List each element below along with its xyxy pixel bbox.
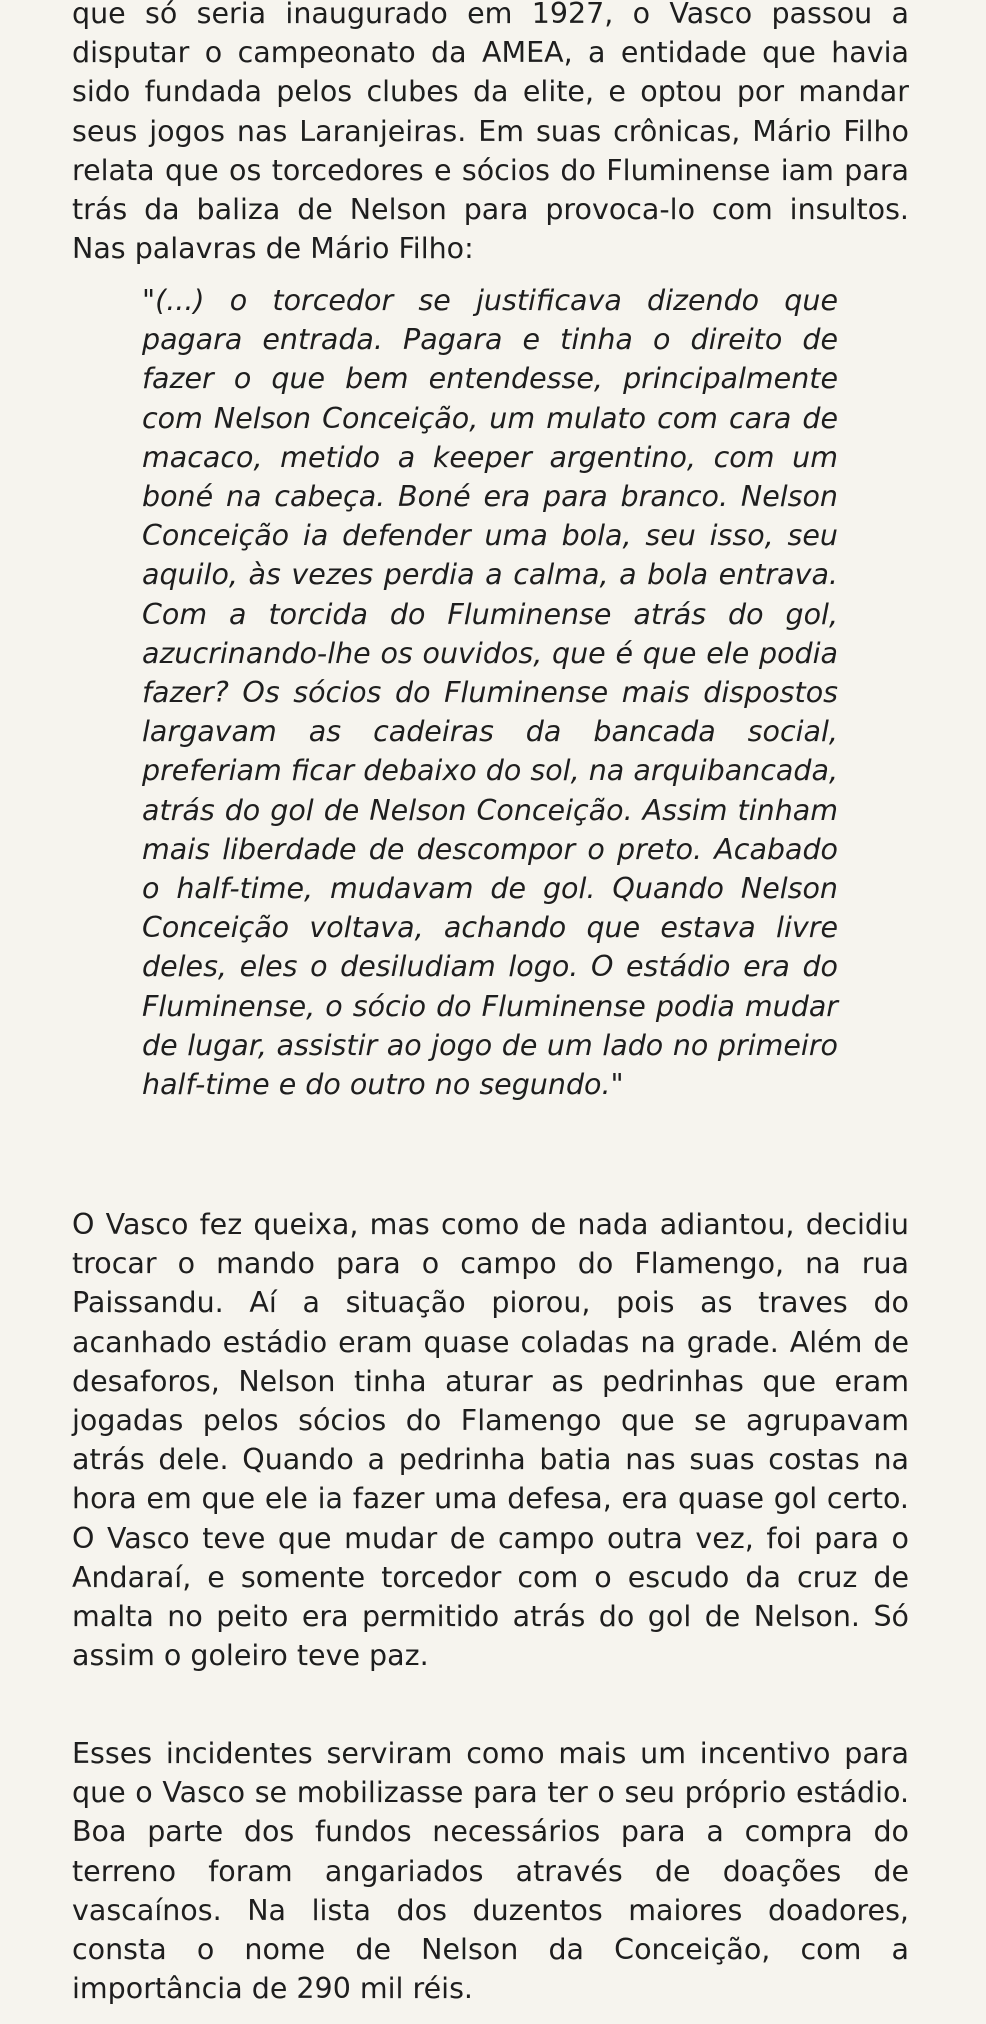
paragraph-stadium-donations: Esses incidentes serviram como mais um incentivo para que o Vasco se mobilizasse para ter o seu próprio estádio. Boa parte dos fundos necessários para a compra do terreno foram angariados através de doações de vascaínos. Na lista dos duzentos maiores doadores, consta o nome de Nelson da Conceição, com a importância de 290 mil réis.	[72, 1737, 909, 2006]
paragraph-amea-laranjeiras: que só seria inaugurado em 1927, o Vasco passou a disputar o campeonato da AMEA, a entidade que havia sido fundada pelos clubes da elite, e optou por mandar seus jogos nas Laranjeiras. Em suas crônicas, Mário Filho relata que os torcedores e sócios do Fluminense iam para trás da baliza de Nelson para provoca-lo com insultos. Nas palavras de Mário Filho:	[72, 0, 909, 266]
paragraph-paissandu-andarai: O Vasco fez queixa, mas como de nada adiantou, decidiu trocar o mando para o campo do Flamengo, na rua Paissandu. Aí a situação piorou, pois as traves do acanhado estádio eram quase coladas na grade. Além de desaforos, Nelson tinha aturar as pedrinhas que eram jogadas pelos sócios do Flamengo que se agrupavam atrás dele. Quando a pedrinha batia nas suas costas na hora em que ele ia fazer uma defesa, era quase gol certo. O Vasco teve que mudar de campo outra vez, foi para o Andaraí, e somente torcedor com o escudo da cruz de malta no peito era permitido atrás do gol de Nelson. Só assim o goleiro teve paz.	[72, 1208, 909, 1673]
mario-filho-quote: "(...) o torcedor se justificava dizendo que pagara entrada. Pagara e tinha o direito de fazer o que bem entendesse, principalmente com Nelson Conceição, um mulato com cara de macaco, metido a keeper argentino, com um boné na cabeça. Boné era para branco. Nelson Conceição ia defender uma bola, seu isso, seu aquilo, às vezes perdia a calma, a bola entrava. Com a torcida do Fluminense atrás do gol, azucrinando-lhe os ouvidos, que é que ele podia fazer? Os sócios do Fluminense mais dispostos largavam as cadeiras da bancada social, preferiam ficar debaixo do sol, na arquibancada, atrás do gol de Nelson Conceição. Assim tinham mais liberdade de descompor o preto. Acabado o half-time, mudavam de gol. Quando Nelson Conceição voltava, achando que estava livre deles, eles o desiludiam logo. O estádio era do Fluminense, o sócio do Fluminense podia mudar de lugar, assistir ao jogo de um lado no primeiro half-time e do outro no segundo."	[142, 284, 838, 1102]
